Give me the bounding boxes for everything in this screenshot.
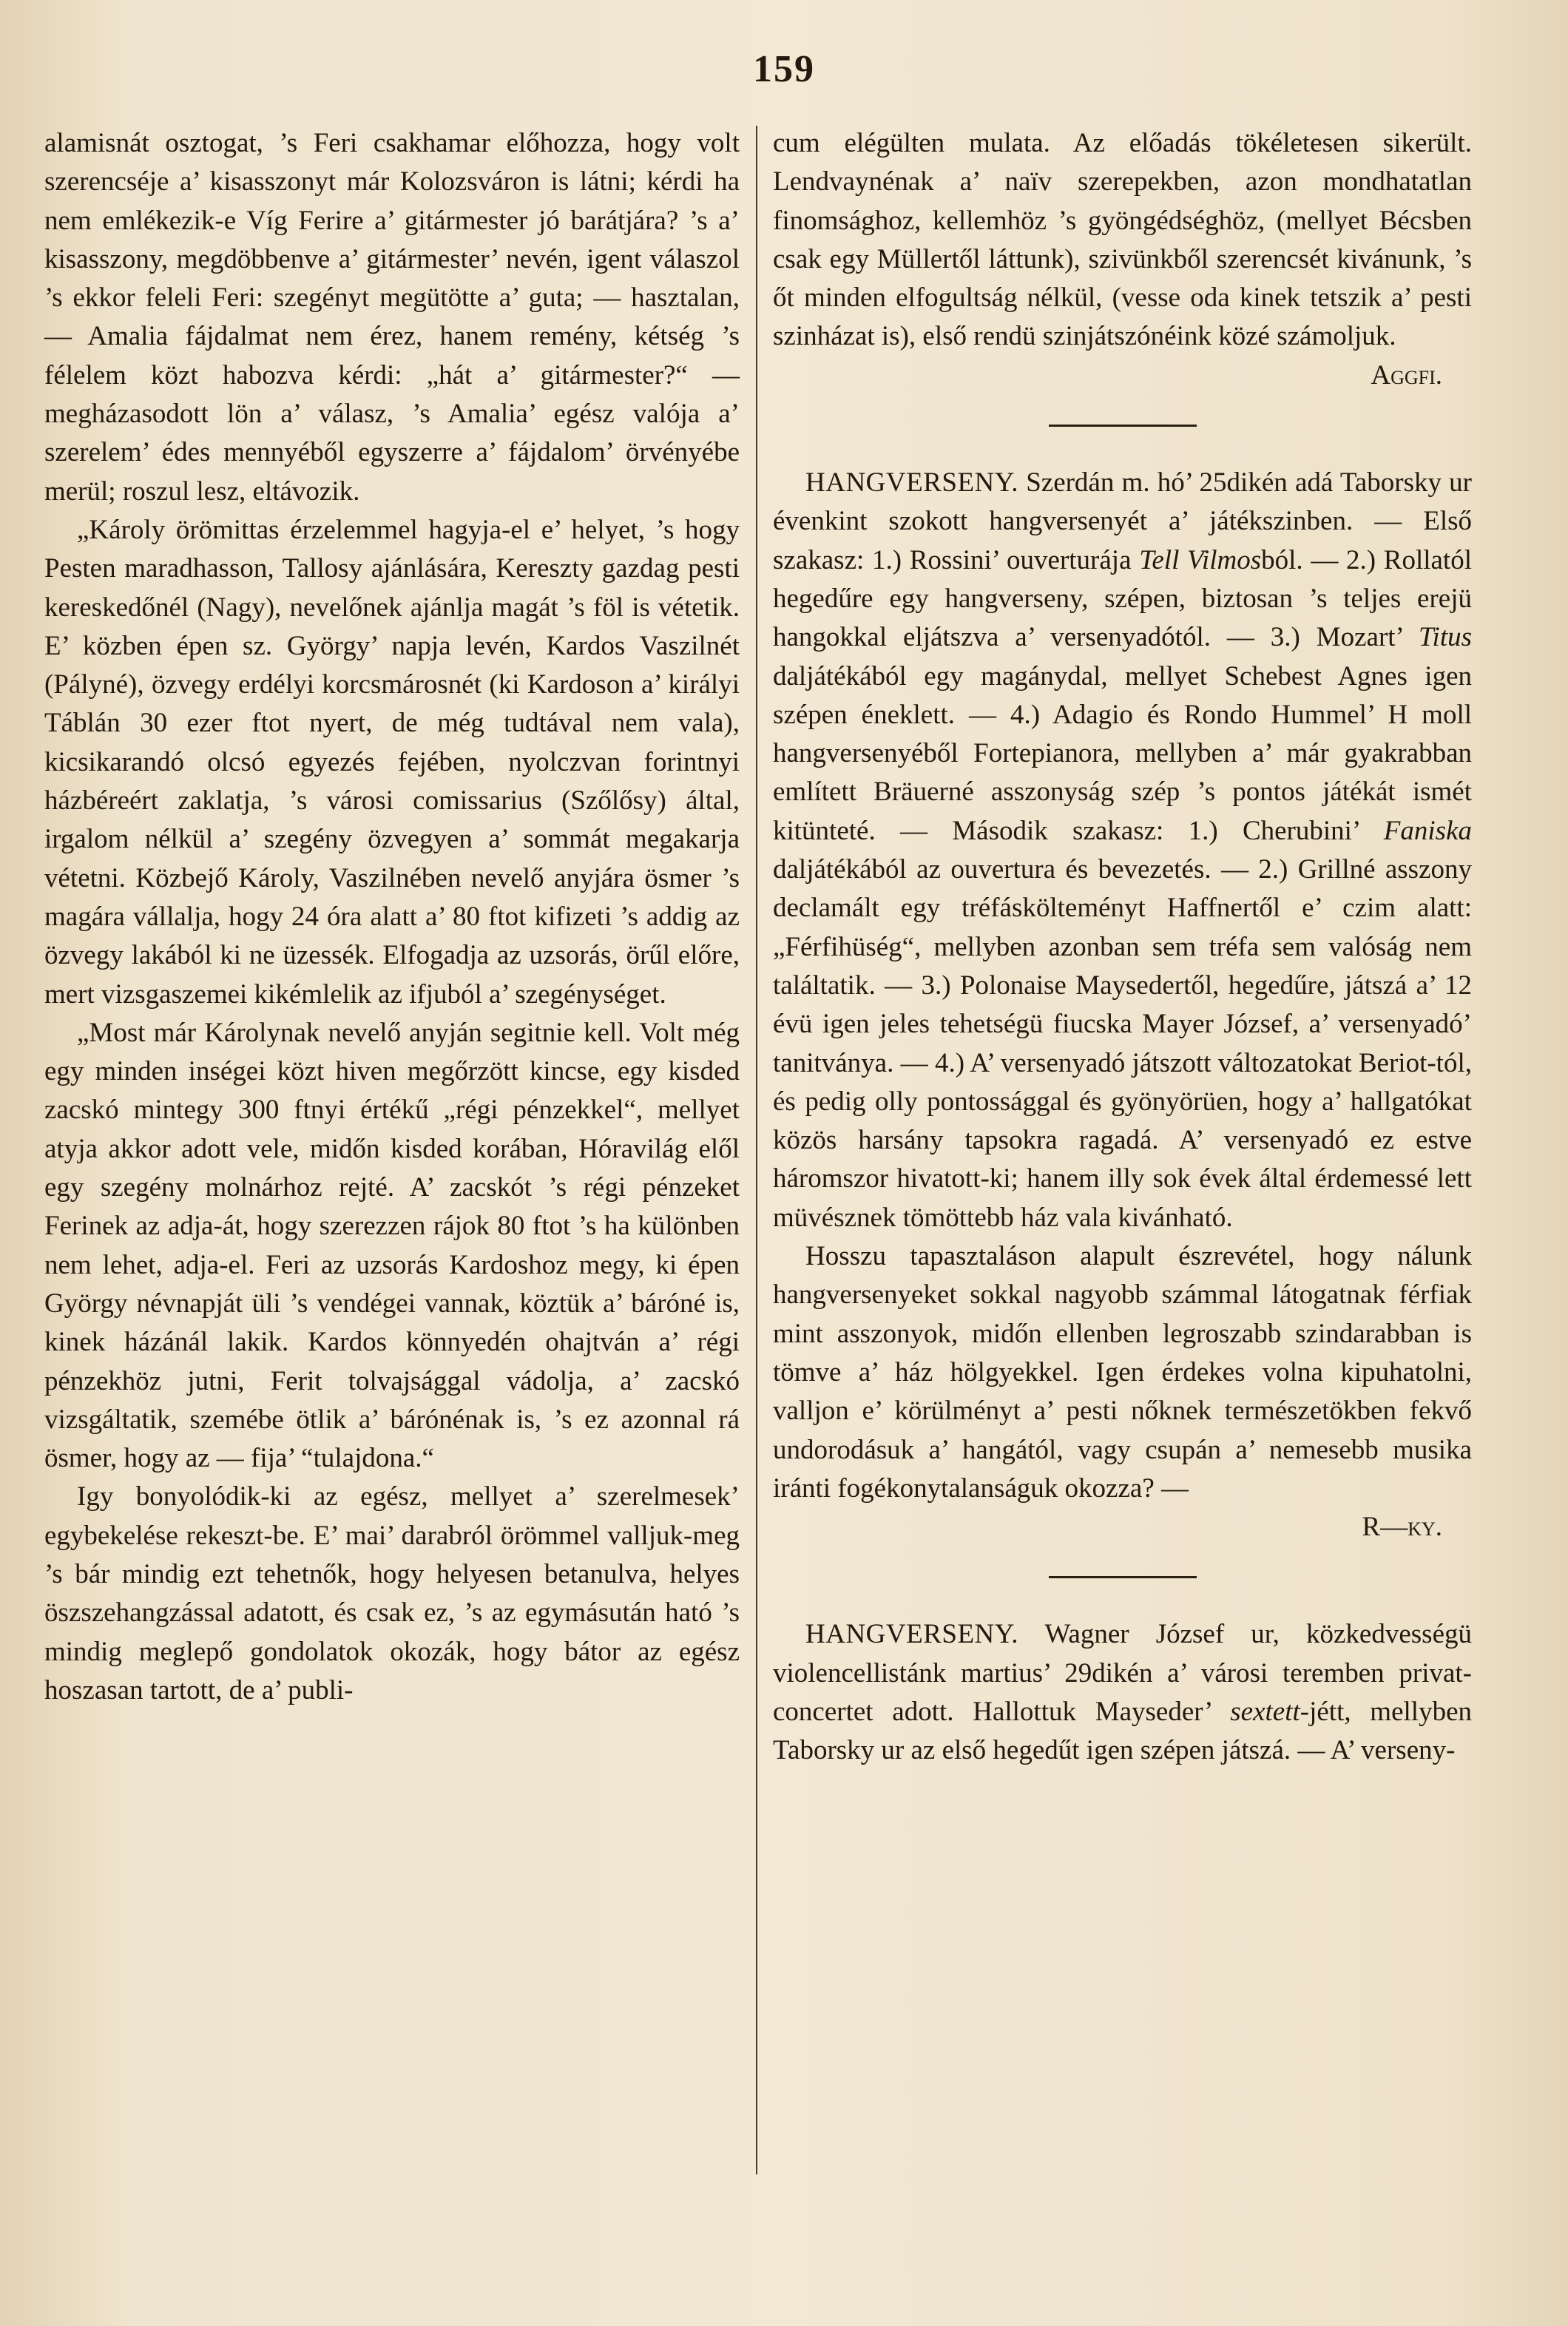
concert-1-article [773, 464, 1472, 1237]
concert-1-text-d: daljátékából az ouvertura és bevezetés. — 2.) Grillné asszony declamált egy tréfáskölteményt Haffnertől e’ czim alatt: „Férfihüség“, mellyben azonban sem tréfa sem valóság nem találtatik. — 3.) Polonaise Maysedertől, hegedűre, játszá a’ 12 évü igen jeles tehetségü fiucska Mayer József, a’ versenyadó’ tanitványa. — 4.) A’ versenyadó játszott változatokat Beriot-tól, és pedig olly pontossággal és gyönyörüen, hogy a’ hallgatókat közös harsány tapsokra ragadá. A’ versenyadó ez estve háromszor hivatott-ki; hanem illy sok évek által érdemessé lett müvésznek tömöttebb ház vala kivánható. [773, 854, 1472, 1233]
title-titus: Titus [1419, 622, 1472, 653]
section-rule [1049, 425, 1197, 427]
page-number: 159 [753, 48, 815, 90]
paragraph-4: Igy bonyolódik-ki az egész, mellyet a’ szerelmesek’ egybekelése rekeszt-be. E’ mai’ darabról örömmel valljuk-meg ’s bár mindig ezt tehetnők, hogy helyesen betanulva, helyes öszszehangzással adatott, és csak ez, ’s az egymásután ható ’s mindig meglepő gondolatok okozák, hogy bátor az egész hoszasan tartott, de a’ publi- [44, 1481, 740, 1705]
paragraph-3: „Most már Károlynak nevelő anyján segitnie kell. Volt még egy minden inségei közt hiven megőrzött kincse, egy kisded zacskó mintegy 300 ftnyi értékű „régi pénzekkel“, mellyet atyja akkor adott vele, midőn kisded korában, Hóravilág elől egy szegény molnárhoz rejté. A’ zacskót ’s régi pénzeket Ferinek az adja-át, hogy szerezzen rájok 80 ftot ’s ha különben nem lehet, adja-el. Feri az uzsorás Kardoshoz megy, ki épen György névnapját üli ’s vendégei vannak, köztük a’ báróné is, kinek házánál lakik. Kardos könnyedén ohajtván a’ régi pénzekhöz jutni, Ferit tolvajsággal vádolja, a’ zacskó vizsgáltatik, szemébe ötlik a’ bárónénak is, ’s ez azonnal rá ösmer, hogy az — fija’ “tulajdona.“ [44, 1017, 740, 1474]
section-rule-2 [1049, 1576, 1197, 1578]
concert-1-text-c: daljátékából egy magánydal, mellyet Schebest Agnes igen szépen éneklett. — 4.) Adagio és Rondo Hummel’ H moll hangversenyéből Fortepianora, mellyben a’ már gyakrabban említett Bräuerné asszonyság szép ’s pontos játékát ismét kitünteté. — Második szakasz: 1.) Cherubini’ [773, 660, 1472, 846]
review-ending: cum elégülten mulata. Az előadás tökéletesen sikerült. Lendvaynénak a’ naïv szerepekben, azon mondhatatlan finomsághoz, kellemhöz ’s gyöngédséghöz, (mellyet Bécsben csak egy Müllertől láttunk), szivünkből szerencsét kivánunk, ’s őt minden elfogultság nélkül, (vesse oda kinek tetszik a’ pesti szinházat is), első rendü szinjátszónéink közé számoljuk. [773, 128, 1472, 352]
concert-1-observation: Hosszu tapasztaláson alapult észrevétel, hogy nálunk hangversenyeket sokkal nagyobb számmal látogatnak férfiak mint asszonyok, midőn ellenben legroszabb szindarabban is tömve a’ ház hölgyekkel. Igen érdekes volna kipuhatolni, valljon e’ körülményt a’ pesti nőknek természetökben fekvő undorodásuk a’ hangától, vagy csupán a’ nemesebb musika iránti fogékonytalanságuk okozza? — [773, 1241, 1472, 1504]
paragraph-2: „Károly örömittas érzelemmel hagyja-el e’ helyet, ’s hogy Pesten maradhasson, Tallosy ajánlására, Kereszty gazdag pesti kereskedőnél (Nagy), nevelőnek ajánlja magát ’s föl is vétetik. E’ közben épen sz. György’ napja levén, Kardos Vaszilnét (Pályné), özvegy erdélyi korcsmárosnét (ki Kardoson a’ királyi Táblán 30 ezer ftot nyert, de még tudtával nem vala), kicsikarandó olcsó egyezés fejében, nyolczvan forintnyi házbéreért zaklatja, ’s városi comissarius (Szőlősy) által, irgalom nélkül a’ szegény özvegyen a’ sommát megakarja vétetni. Közbejő Károly, Vaszilnében nevelő anyjára ösmer ’s magára vállalja, hogy 24 óra alatt a’ 80 ftot kifizeti ’s addig az özvegy lakából ki ne üzessék. Elfogadja az uzsorás, örűl előre, mert vizsgaszemei kikémlelik az ifjuból a’ szegénységet. [44, 514, 740, 1010]
signature-aggfi: Aggfi. [1371, 359, 1442, 391]
title-sextett: sextett [1230, 1696, 1300, 1727]
column-divider [756, 126, 757, 2174]
right-column [773, 124, 1472, 1771]
concert-2-text-b: -jétt, mellyben Taborsky ur az első hegedűt igen szépen játszá. — A’ verseny- [773, 1696, 1472, 1766]
paragraph-1: alamisnát osztogat, ’s Feri csakhamar előhozza, hogy volt szerencséje a’ kisasszonyt már Kolozsváron is látni; kérdi ha nem emlékezik-e Víg Ferire a’ gitármester jó barátjára? ’s a’ kisasszony, megdöbbenve a’ gitármester’ nevén, igent válaszol ’s ekkor feleli Feri: szegényt megütötte a’ guta; — hasztalan, — Amalia fájdalmat nem érez, hanem remény, kétség ’s félelem közt habozva kérdi: „hát a’ gitármester?“ — megházasodott lön a’ válasz, ’s Amalia’ egész valója a’ szerelem’ édes mennyéből egyszerre a’ fájdalom’ örvényébe merül; roszul lesz, eltávozik. [44, 128, 740, 507]
concert-2-article [773, 1615, 1472, 1770]
left-column [44, 124, 740, 1710]
concert-1-text-b: ból. — 2.) Rollatól hegedűre egy hangverseny, szépen, biztosan ’s teljes erejü hangokkal eljátszva a’ versenyadótól. — 3.) Mozart’ [773, 544, 1472, 653]
concert-2-heading: HANGVERSENY. [805, 1619, 1018, 1650]
title-faniska: Faniska [1383, 815, 1472, 846]
concert-2-text-a: Wagner József ur, közkedvességü violencellistánk martius’ 29dikén a’ városi teremben privat-concertet adott. Hallottuk Mayseder’ [773, 1619, 1472, 1727]
concert-1-heading: HANGVERSENY. [805, 467, 1018, 498]
concert-1-text-a: Szerdán m. hó’ 25dikén adá Taborsky ur évenkint szokott hangversenyét a’ játékszinben. — Első szakasz: 1.) Rossini’ ouverturája [773, 467, 1472, 575]
signature-rky: R—ky. [1362, 1512, 1442, 1543]
title-tell-vilmos: Tell Vilmos [1139, 544, 1262, 575]
